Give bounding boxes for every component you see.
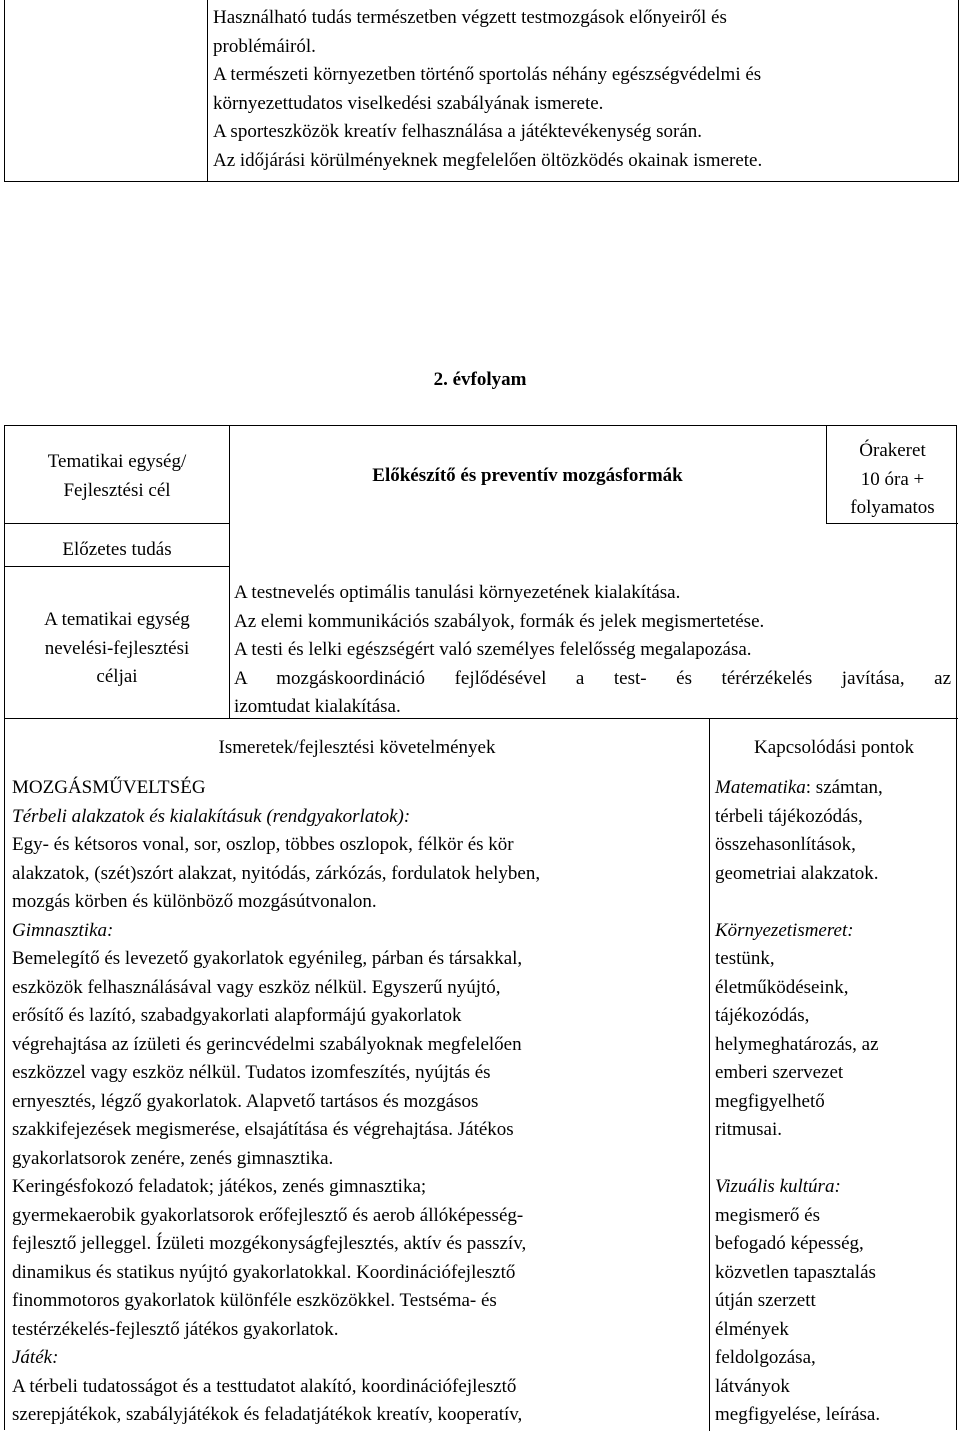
conn-line: térbeli tájékozódás, bbox=[715, 805, 863, 827]
goals-label-line: A tematikai egység bbox=[44, 609, 190, 630]
subsection-title: Térbeli alakzatok és kialakításuk (rendgyakorlatok): bbox=[12, 805, 411, 827]
conn-line: útján szerzett bbox=[715, 1290, 816, 1311]
goal-line: izomtudat kialakítása. bbox=[234, 696, 401, 717]
req-line: dinamikus és statikus nyújtó gyakorlatokkal. Koordinációfejlesztő bbox=[12, 1261, 516, 1283]
visual-label: Vizuális kultúra: bbox=[715, 1176, 841, 1197]
spacer bbox=[715, 888, 955, 917]
req-line: finommotoros gyakorlatok különféle eszközökkel. Testséma- és bbox=[12, 1290, 497, 1311]
grade-heading: 2. évfolyam bbox=[433, 369, 527, 390]
conn-line: megfigyelhető bbox=[715, 1090, 825, 1112]
req-line: gyakorlatsorok zenére, zenés gimnasztika. bbox=[12, 1147, 334, 1169]
col-divider-bottom bbox=[709, 718, 710, 1431]
top-section-text bbox=[213, 4, 762, 175]
subsection-title: Gimnasztika: bbox=[12, 919, 114, 941]
unit-label bbox=[5, 448, 229, 505]
goal-line: A testi és lelki egészségért való személyes felelősség megalapozása. bbox=[234, 639, 752, 660]
conn-line: befogadó képesség, bbox=[715, 1233, 864, 1254]
req-line: Bemelegítő és levezető gyakorlatok egyénileg, párban és társakkal, bbox=[12, 948, 523, 969]
requirements-body bbox=[12, 774, 702, 1430]
req-line: eszközzel vagy eszköz nélkül. Tudatos izomfeszítés, nyújtás és bbox=[12, 1062, 491, 1083]
conn-line: emberi szervezet bbox=[715, 1062, 844, 1083]
subsection-title: Játék: bbox=[12, 1347, 59, 1368]
row-divider-unit bbox=[5, 523, 229, 524]
main-table bbox=[4, 425, 957, 1430]
hours-note: folyamatos bbox=[850, 497, 935, 518]
connections-header: Kapcsolódási pontok bbox=[754, 737, 914, 758]
top-line: A természeti környezetben történő sportolás néhány egészségvédelmi és bbox=[213, 64, 762, 85]
conn-line: élmények bbox=[715, 1318, 789, 1340]
math-rest: : számtan, bbox=[805, 777, 883, 798]
req-line: gyermekaerobik gyakorlatsorok erőfejlesztő és aerob állóképesség- bbox=[12, 1204, 524, 1226]
conn-line: látványok bbox=[715, 1375, 790, 1397]
conn-line: helymeghatározás, az bbox=[715, 1033, 879, 1055]
goals-label-line: céljai bbox=[96, 666, 138, 687]
conn-line: tájékozódás, bbox=[715, 1005, 810, 1026]
top-line: problémáiról. bbox=[213, 35, 316, 57]
req-line: Egy- és kétsoros vonal, sor, oszlop, többes oszlopok, félkör és kör bbox=[12, 834, 514, 855]
req-line: ernyesztés, légző gyakorlatok. Alapvető tartásos és mozgásos bbox=[12, 1090, 479, 1112]
hours-frame bbox=[827, 437, 958, 523]
top-table-divider bbox=[207, 0, 208, 181]
req-line: testérzékelés-fejlesztő játékos gyakorlatok. bbox=[12, 1318, 339, 1340]
conn-line: geometriai alakzatok. bbox=[715, 862, 879, 884]
math-connection bbox=[715, 774, 955, 803]
conn-line: életműködéseink, bbox=[715, 976, 849, 998]
env-label: Környezetismeret: bbox=[715, 919, 854, 941]
req-line: fejlesztő jelleggel. Ízületi mozgékonyságfejlesztés, aktív és passzív, bbox=[12, 1233, 527, 1254]
conn-line: ritmusai. bbox=[715, 1119, 783, 1140]
top-line: Használható tudás természetben végzett testmozgások előnyeiről és bbox=[213, 7, 727, 28]
goals-label-line: nevelési-fejlesztési bbox=[44, 637, 190, 659]
top-line: környezettudatos viselkedési szabályának ismerete. bbox=[213, 92, 604, 114]
requirements-header: Ismeretek/fejlesztési követelmények bbox=[218, 737, 496, 758]
req-line: A térbeli tudatosságot és a testtudatot alakító, koordinációfejlesztő bbox=[12, 1375, 517, 1397]
unit-label-line: Tematikai egység/ bbox=[47, 451, 187, 472]
goal-line: A mozgáskoordináció fejlődésével a test- és térérzékelés javítása, az bbox=[234, 667, 951, 689]
unit-title: Előkészítő és preventív mozgásformák bbox=[372, 465, 683, 486]
row-divider-prior bbox=[5, 566, 229, 567]
hours-label: Órakeret bbox=[859, 440, 926, 461]
conn-line: megfigyelése, leírása. bbox=[715, 1404, 881, 1425]
goals-label bbox=[5, 606, 229, 692]
top-line: Az időjárási körülményeknek megfelelően öltözködés okainak ismerete. bbox=[213, 149, 763, 171]
req-line: mozgás körben és különböző mozgásútvonalon. bbox=[12, 891, 377, 912]
spacer bbox=[715, 1145, 955, 1174]
conn-line: testünk, bbox=[715, 948, 775, 969]
section-title: MOZGÁSMŰVELTSÉG bbox=[12, 777, 206, 798]
req-line: szerepjátékok, szabályjátékok és feladatjátékok kreatív, kooperatív, bbox=[12, 1404, 523, 1425]
conn-line: összehasonlítások, bbox=[715, 834, 856, 855]
req-line: alakzatok, (szét)szórt alakzat, nyitódás, zárkózás, fordulatok helyben, bbox=[12, 862, 541, 884]
hours-value: 10 óra + bbox=[860, 468, 925, 490]
top-line: A sporteszközök kreatív felhasználása a játéktevékenység során. bbox=[213, 121, 703, 142]
goal-line: A testnevelés optimális tanulási környezetének kialakítása. bbox=[234, 582, 681, 603]
goals-text bbox=[234, 579, 951, 722]
connections-body bbox=[715, 774, 955, 1430]
req-line: eszközök felhasználásával vagy eszköz nélkül. Egyszerű nyújtó, bbox=[12, 976, 501, 998]
conn-line: feldolgozása, bbox=[715, 1347, 816, 1368]
unit-label-line: Fejlesztési cél bbox=[63, 479, 171, 501]
req-line: szakkifejezések megismerése, elsajátítása és végrehajtása. Játékos bbox=[12, 1119, 514, 1140]
prior-knowledge-label: Előzetes tudás bbox=[62, 539, 172, 560]
req-line: erősítő és lazító, szabadgyakorlati alapformájú gyakorlatok bbox=[12, 1005, 462, 1026]
math-label: Matematika bbox=[715, 777, 806, 798]
goal-line: Az elemi kommunikációs szabályok, formák és jelek megismertetése. bbox=[234, 610, 765, 632]
req-line: végrehajtása az ízületi és gerincvédelmi szabályoknak megfelelően bbox=[12, 1033, 522, 1055]
conn-line: megismerő és bbox=[715, 1204, 821, 1226]
req-line: Keringésfokozó feladatok; játékos, zenés gimnasztika; bbox=[12, 1176, 427, 1197]
conn-line: közvetlen tapasztalás bbox=[715, 1261, 876, 1283]
row-divider-hours bbox=[826, 523, 958, 524]
